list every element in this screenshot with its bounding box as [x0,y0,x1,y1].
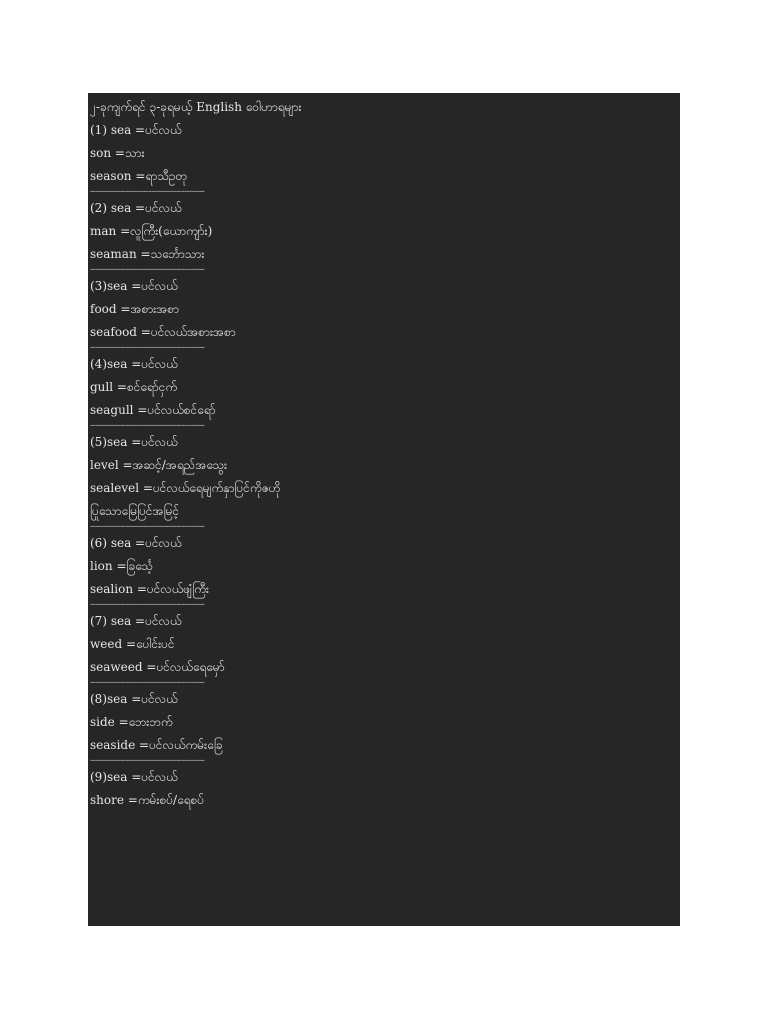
vocabulary-group [90,688,680,766]
post-title: ၂-ခုကျက်ရင် ၃-ခုရမယ့် English ဝေါဟာရများ [90,100,302,114]
vocabulary-list [90,119,680,812]
vocabulary-line: level =အဆင့်/အရည်အသွေး [90,458,228,472]
vocabulary-line: (3)sea =ပင်လယ် [90,279,178,293]
separator-line: --------------------------------------------- [90,757,205,766]
vocabulary-line: (7) sea =ပင်လယ် [90,614,182,628]
vocabulary-line: (1) sea =ပင်လယ် [90,123,182,137]
vocabulary-group [90,353,680,431]
vocabulary-group [90,197,680,275]
separator-line: --------------------------------------------- [90,188,205,197]
vocabulary-line: gull =စင်ရော်ငှက် [90,380,178,394]
vocabulary-line: (5)sea =ပင်လယ် [90,435,178,449]
vocabulary-line: weed =ပေါင်းပင် [90,637,175,651]
vocabulary-line: (6) sea =ပင်လယ် [90,536,182,550]
separator-line: --------------------------------------------- [90,601,205,610]
vocabulary-line: food =အစားအစာ [90,302,179,316]
vocabulary-group [90,275,680,353]
vocabulary-line: sealion =ပင်လယ်ဖျံကြီး [90,582,209,596]
vocabulary-line: seagull =ပင်လယ်စင်ရော် [90,403,216,417]
vocabulary-line: (8)sea =ပင်လယ် [90,692,178,706]
vocabulary-line: seafood =ပင်လယ်အစားအစာ [90,325,236,339]
separator-line: --------------------------------------------- [90,523,205,532]
vocabulary-line: man =လူကြီး(ယောကျာ်း) [90,224,213,238]
vocabulary-line: son =သား [90,146,145,160]
vocabulary-group [90,431,680,532]
separator-line: --------------------------------------------- [90,344,205,353]
vocabulary-line: side =ဘေးဘက် [90,715,173,729]
vocabulary-group [90,610,680,688]
vocabulary-line: shore =ကမ်းစပ်/ရေစပ် [90,793,205,807]
separator-line: --------------------------------------------- [90,266,205,275]
vocabulary-line: (4)sea =ပင်လယ် [90,357,178,371]
post-content [88,93,680,926]
separator-line: --------------------------------------------- [90,422,205,431]
vocabulary-line: seaside =ပင်လယ်ကမ်းခြေ [90,738,223,752]
vocabulary-line: sealevel =ပင်လယ်ရေမျက်နှာပြင်ကိုဇဟို [90,481,281,495]
vocabulary-line: seaweed =ပင်လယ်ရေမှော် [90,660,225,674]
separator-line: --------------------------------------------- [90,679,205,688]
vocabulary-line: season =ရာသီဥတု [90,169,188,183]
vocabulary-line: lion =ခြင်္သေ့ [90,559,153,573]
vocabulary-line: ပြုသောမြေပြင်အမြင့် [90,504,180,518]
vocabulary-line: (9)sea =ပင်လယ် [90,770,178,784]
vocabulary-group [90,532,680,610]
vocabulary-group [90,119,680,197]
vocabulary-line: seaman =သင်္ဘောသား [90,247,205,261]
vocabulary-line: (2) sea =ပင်လယ် [90,201,182,215]
vocabulary-group [90,766,680,812]
